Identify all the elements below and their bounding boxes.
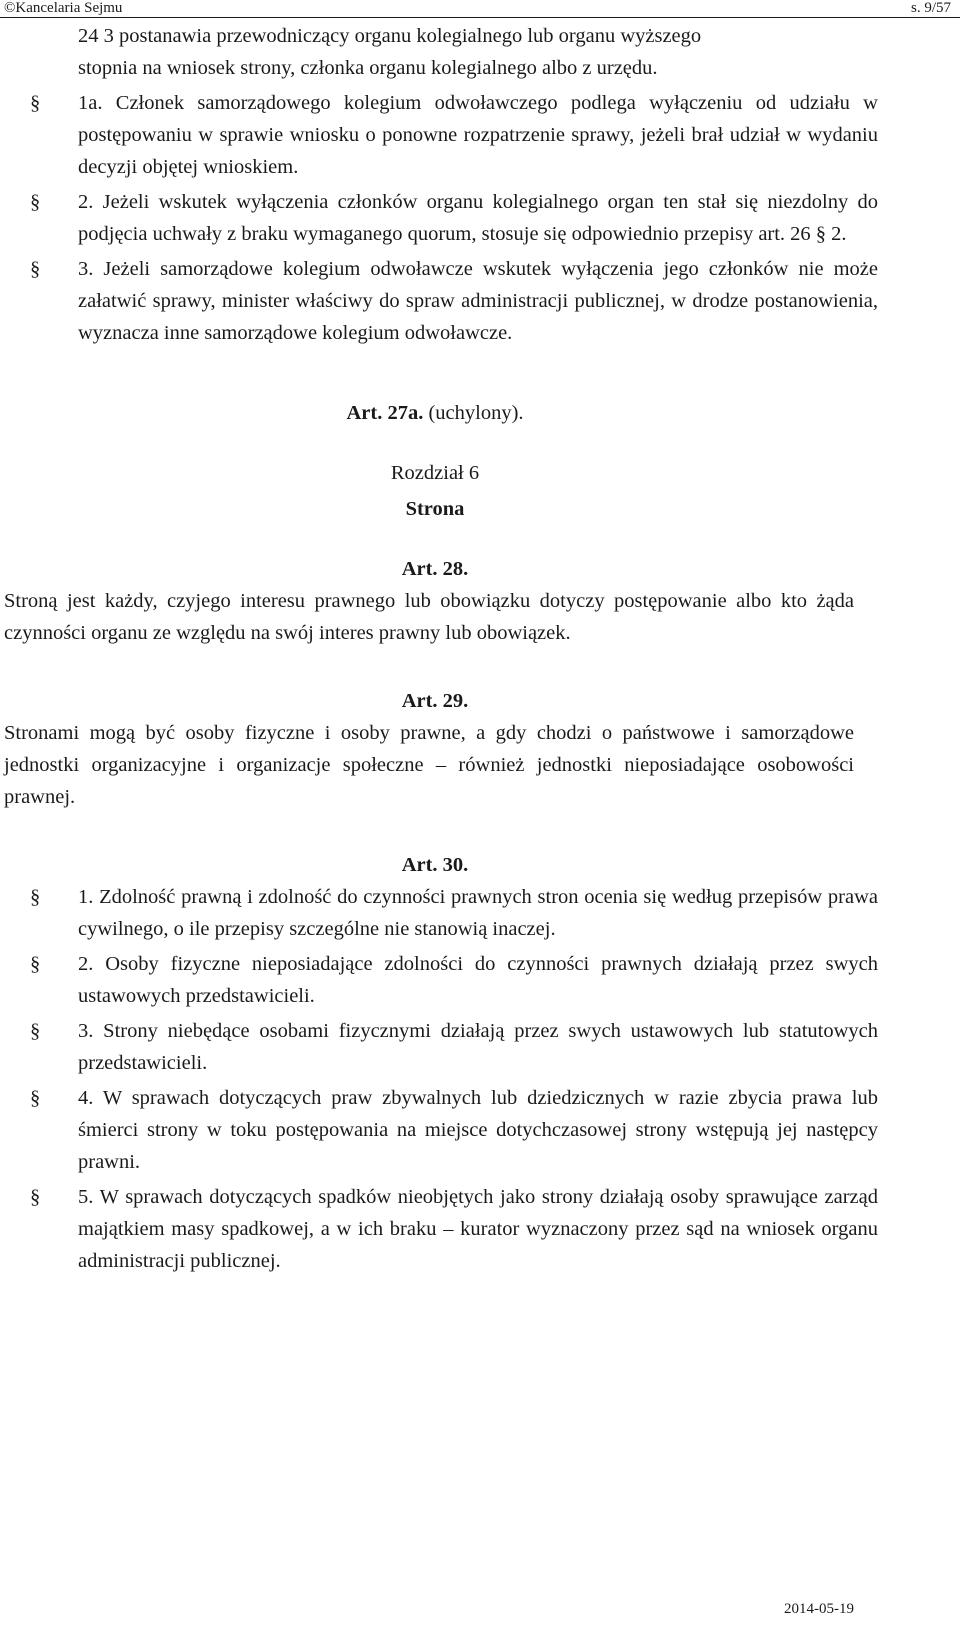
section-symbol: § (30, 191, 41, 213)
section-symbol: § (30, 953, 41, 975)
section-symbol: § (30, 1186, 41, 1208)
paragraph-text: 1a. Członek samorządowego kolegium odwoławczego podlega wyłączeniu od udziału w postępowaniu w sprawie wniosku o ponowne rozpatrzenie sprawy, jeżeli brał udział w wydaniu decyzji objętej wnioskiem. (78, 92, 878, 178)
paragraph-2 (0, 186, 960, 250)
section-symbol: § (30, 886, 41, 908)
section-symbol: § (30, 1020, 41, 1042)
continued-line-2: stopnia na wniosek strony, członka organu kolegialnego albo z urzędu. (78, 57, 658, 79)
section-symbol: § (30, 92, 41, 114)
paragraph-text: 2. Jeżeli wskutek wyłączenia członków organu kolegialnego organ ten stał się niezdolny do podjęcia uchwały z braku wymaganego quorum, stosuje się odpowiednio przepisy art. 26 § 2. (78, 191, 878, 245)
page-header (0, 0, 960, 18)
article-30-paragraph-4 (0, 1082, 960, 1178)
article-30-paragraph-2 (0, 948, 960, 1012)
article-label: Art. 27a. (346, 402, 424, 424)
paragraph-text: 1. Zdolność prawną i zdolność do czynności prawnych stron ocenia się według przepisów prawa cywilnego, o ile przepisy szczególne nie stanowią inaczej. (78, 886, 878, 940)
article-29-text: Stronami mogą być osoby fizyczne i osoby prawne, a gdy chodzi o państwowe i samorządowe jednostki organizacyjne i organizacje społeczne – również jednostki nieposiadające osobowości prawnej. (4, 722, 854, 808)
paragraph-text: 3. Jeżeli samorządowe kolegium odwoławcze wskutek wyłączenia jego członków nie może załatwić sprawy, minister właściwy do spraw administracji publicznej, w drodze postanowienia, wyznacza inne samorządowe kolegium odwoławcze. (78, 258, 878, 344)
continued-line-1: 24 3 postanawia przewodniczący organu kolegialnego lub organu wyższego (78, 25, 702, 47)
article-30-heading: Art. 30. (401, 854, 469, 876)
paragraph-1a (0, 87, 960, 183)
page-number: s. 9/57 (911, 0, 952, 16)
paragraph-text: 3. Strony niebędące osobami fizycznymi działają przez swych ustawowych lub statutowych przedstawicieli. (78, 1020, 878, 1074)
article-27a-heading (0, 397, 870, 429)
chapter-title: Strona (405, 498, 465, 520)
article-28-heading: Art. 28. (401, 558, 469, 580)
section-symbol: § (30, 1087, 41, 1109)
article-30-paragraph-5 (0, 1181, 960, 1277)
page-footer-date: 2014-05-19 (784, 1601, 854, 1617)
publisher-label: ©Kancelaria Sejmu (4, 0, 123, 16)
section-symbol: § (30, 258, 41, 280)
paragraph-text: 2. Osoby fizyczne nieposiadające zdolności do czynności prawnych działają przez swych ustawowych przedstawicieli. (78, 953, 878, 1007)
document-body (0, 20, 960, 1277)
article-28-text: Stroną jest każdy, czyjego interesu prawnego lub obowiązku dotyczy postępowanie albo kto żąda czynności organu ze względu na swój interes prawny lub obowiązek. (4, 590, 854, 644)
article-30-paragraph-1 (0, 881, 960, 945)
continued-paragraph (0, 20, 878, 84)
paragraph-text: 5. W sprawach dotyczących spadków nieobjętych jako strony działają osoby sprawujące zarząd majątkiem masy spadkowej, a w ich braku – kurator wyznaczony przez sąd na wniosek organu administracji publicznej. (78, 1186, 878, 1272)
chapter-number: Rozdział 6 (390, 462, 480, 484)
header-divider (0, 17, 960, 18)
article-status: (uchylony). (423, 402, 524, 424)
paragraph-3 (0, 253, 960, 349)
article-30-paragraph-3 (0, 1015, 960, 1079)
article-29-heading: Art. 29. (401, 690, 469, 712)
paragraph-text: 4. W sprawach dotyczących praw zbywalnych lub dziedzicznych w razie zbycia prawa lub śmierci strony w toku postępowania na miejsce dotychczasowej strony wstępują jej następcy prawni. (78, 1087, 878, 1173)
